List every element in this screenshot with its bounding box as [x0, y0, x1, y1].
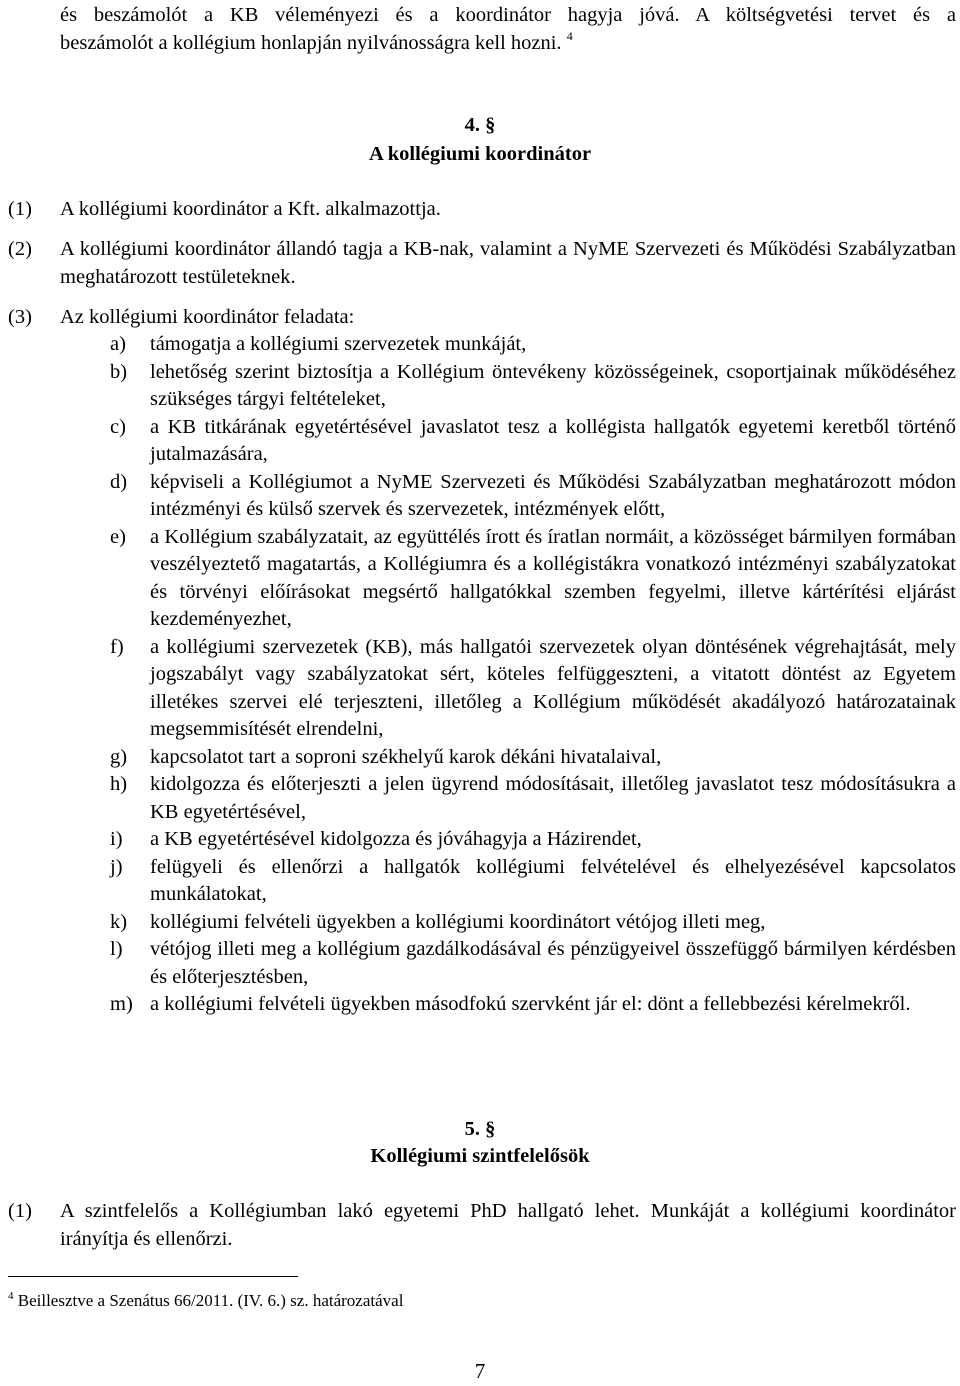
- section-4-paragraph-1: [8, 196, 956, 224]
- intro-line-2: [60, 30, 956, 58]
- paragraph-number: (1): [8, 198, 32, 220]
- intro-line-2-text: beszámolót a kollégium honlapján nyilvánosságra kell hozni.: [60, 31, 562, 54]
- list-item: [110, 909, 956, 937]
- list-item-text: kollégiumi felvételi ügyekben a kollégiumi koordinátort vétójog illeti meg,: [150, 910, 766, 933]
- list-item-text: a KB egyetértésével kidolgozza és jóváhagyja a Házirendet,: [150, 828, 642, 850]
- list-item: [110, 524, 956, 634]
- section-4-title: A kollégiumi koordinátor: [368, 143, 592, 165]
- list-item: [110, 991, 956, 1019]
- list-item-text: képviseli a Kollégiumot a NyME Szervezeti és Működési Szabályzatban meghatározott módon intézményi és külső szervek és szervezetek, intézmények előtt,: [150, 470, 956, 520]
- list-item: [110, 359, 956, 414]
- list-item-text: kidolgozza és előterjeszti a jelen ügyrend módosításait, illetőleg javaslatot tesz módosításukra a KB egyetértésével,: [150, 773, 956, 823]
- list-item: [110, 936, 956, 991]
- list-item-label: g): [110, 745, 128, 768]
- paragraph-number: (3): [8, 306, 32, 328]
- list-item-text: a kollégiumi felvételi ügyekben másodfokú szervként jár el: dönt a fellebbezési kérelmekről.: [150, 993, 911, 1015]
- list-item-label: f): [110, 635, 124, 658]
- list-item-text: lehetőség szerint biztosítja a Kollégium öntevékeny közösségeinek, csoportjainak működéséhez szükséges tárgyi feltételeket,: [150, 360, 956, 410]
- list-item-text: a Kollégium szabályzatait, az együttélés írott és íratlan normáit, a közösséget bármilyen formában veszélyeztető magatartás, a Kollégiumra és a kollégistákra vonatkozó intézményi szabályzatokat és törvényi előírásokat megsértő hallgatókkal szemben fegyelmi, illetve kártérítési eljárást kezdeményezhet,: [150, 525, 956, 630]
- list-item-text: a KB titkárának egyetértésével javaslatot tesz a kollégista hallgatók egyetemi keretből történő jutalmazására,: [150, 415, 956, 465]
- paragraph-text: Az kollégiumi koordinátor feladata:: [60, 306, 355, 328]
- list-item-label: b): [110, 360, 128, 383]
- list-item: [110, 771, 956, 826]
- footnote-text: Beillesztve a Szenátus 66/2011. (IV. 6.) sz. határozatával: [17, 1291, 404, 1310]
- list-item-text: kapcsolatot tart a soproni székhelyű karok dékáni hivatalaival,: [150, 745, 662, 768]
- section-5-number: 5. §: [464, 1118, 496, 1140]
- list-item: [110, 744, 956, 772]
- intro-paragraph: [60, 2, 956, 57]
- paragraph-number: (2): [8, 238, 32, 260]
- list-item-label: i): [110, 828, 123, 850]
- intro-line-1: és beszámolót a KB véleményezi és a koordinátor hagyja jóvá. A költségvetési tervet és a: [60, 4, 956, 26]
- list-item: [110, 331, 956, 359]
- list-item: [110, 469, 956, 524]
- list-item-label: d): [110, 470, 128, 493]
- list-item-label: e): [110, 525, 126, 548]
- footnote-separator: [8, 1276, 298, 1277]
- list-item: [110, 826, 956, 854]
- footnote-number: 4: [8, 1290, 14, 1302]
- list-item-label: m): [110, 993, 133, 1015]
- list-item-text: vétójog illeti meg a kollégium gazdálkodásával és pénzügyeivel összefüggő bármilyen kérdésben és előterjesztésben,: [150, 938, 956, 988]
- paragraph-text: A kollégiumi koordinátor állandó tagja a KB-nak, valamint a NyME Szervezeti és Működési Szabályzatban meghatározott testületeknek.: [60, 238, 956, 288]
- paragraph-text: A kollégiumi koordinátor a Kft. alkalmazottja.: [60, 198, 441, 220]
- page-number: 7: [474, 1359, 486, 1383]
- paragraph-text: A szintfelelős a Kollégiumban lakó egyetemi PhD hallgató lehet. Munkáját a kollégiumi koordinátor irányítja és ellenőrzi.: [60, 1200, 956, 1250]
- list-item-text: felügyeli és ellenőrzi a hallgatók kollégiumi felvételével és elhelyezésével kapcsolatos munkálatokat,: [150, 855, 956, 905]
- duties-list: [110, 331, 956, 1019]
- list-item: [110, 634, 956, 744]
- list-item-label: c): [110, 415, 126, 438]
- section-5-paragraph-1: [8, 1198, 956, 1253]
- list-item: [110, 414, 956, 469]
- section-5-title: Kollégiumi szintfelelősök: [370, 1145, 590, 1167]
- paragraph-number: (1): [8, 1200, 32, 1222]
- section-4-paragraph-3: [8, 304, 956, 332]
- list-item: [110, 854, 956, 909]
- section-4-number: 4. §: [464, 114, 496, 136]
- list-item-label: l): [110, 938, 123, 960]
- list-item-label: a): [110, 333, 126, 355]
- list-item-text: a kollégiumi szervezetek (KB), más hallgatói szervezetek olyan döntésének végrehajtását, mely jogszabályt vagy szabályzatokat sért, köteles felfüggeszteni, a vitatott döntést az Egyetem illetékes szervei elé terjeszteni, illetőleg a Kollégium működését akadályozó határozatainak megsemmisítését elrendelni,: [150, 635, 956, 740]
- list-item-label: k): [110, 910, 128, 933]
- footnote-reference: 4: [566, 28, 573, 43]
- section-4-paragraph-2: [8, 236, 956, 291]
- list-item-label: j): [110, 855, 123, 878]
- footnote: [8, 1290, 403, 1312]
- list-item-label: h): [110, 773, 128, 795]
- list-item-text: támogatja a kollégiumi szervezetek munkáját,: [150, 333, 527, 355]
